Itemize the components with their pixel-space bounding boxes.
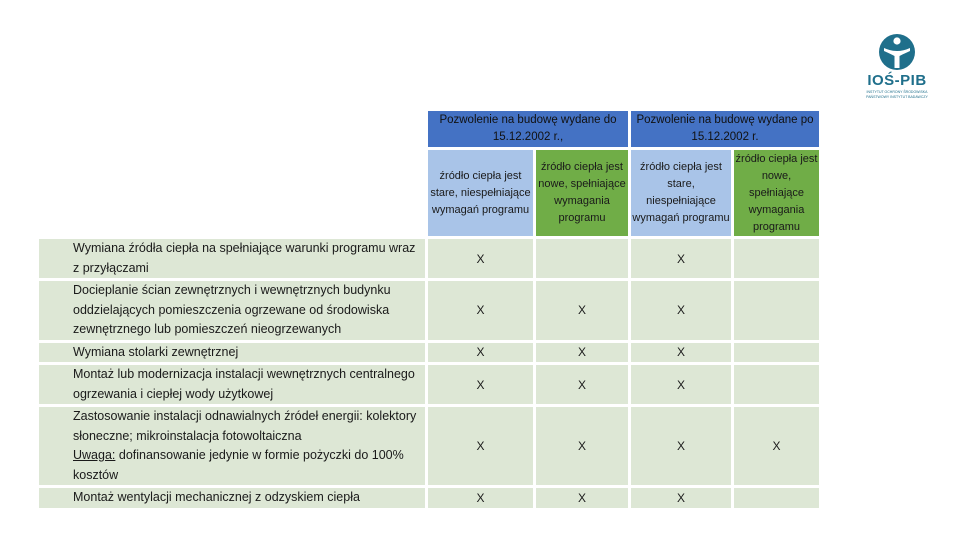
person-globe-icon: [873, 32, 921, 72]
cell-mark: X: [536, 488, 628, 508]
logo-text: IOŚ-PIB: [867, 72, 927, 89]
note-label: Uwaga:: [73, 448, 116, 462]
row-label: Docieplanie ścian zewnętrznych i wewnętrznych budynku oddzielających pomieszczenia ogrzewane od środowiska zewnętrznego lub pomieszczeń nieogrzewanych: [39, 281, 425, 340]
logo-subtitle: INSTYTUT OCHRONY ŚRODOWISKA PAŃSTWOWY INSTYTUT BADAWCZY: [866, 90, 928, 99]
table-row: [39, 239, 819, 278]
group-header-before-2002: Pozwolenie na budowę wydane do 15.12.2002 r.,: [428, 111, 628, 147]
row-label: Wymiana stolarki zewnętrznej: [39, 343, 425, 363]
cell-mark: X: [428, 365, 533, 404]
cell-mark: X: [631, 407, 731, 485]
cell-mark: [734, 281, 819, 340]
cell-mark: X: [428, 488, 533, 508]
ios-pib-logo: [852, 32, 942, 104]
cell-mark: [536, 239, 628, 278]
sub-header-1: źródło ciepła jest stare, niespełniające wymagań programu: [428, 150, 533, 236]
cell-mark: X: [428, 281, 533, 340]
cell-mark: [734, 343, 819, 363]
cell-mark: X: [631, 239, 731, 278]
eligibility-table: [36, 108, 822, 511]
note-text: dofinansowanie jedynie w formie pożyczki do 100% kosztów: [73, 448, 404, 482]
cell-mark: [734, 365, 819, 404]
cell-mark: X: [536, 407, 628, 485]
cell-mark: X: [734, 407, 819, 485]
sub-header-4: źródło ciepła jest nowe, spełniające wymagania programu: [734, 150, 819, 236]
row-label: Wymiana źródła ciepła na spełniające warunki programu wraz z przyłączami: [39, 239, 425, 278]
sub-header-2: źródło ciepła jest nowe, spełniające wymagania programu: [536, 150, 628, 236]
table-row: [39, 281, 819, 340]
row-label: Montaż wentylacji mechanicznej z odzyskiem ciepła: [39, 488, 425, 508]
cell-mark: X: [631, 343, 731, 363]
group-header-after-2002: Pozwolenie na budowę wydane po 15.12.2002 r.: [631, 111, 819, 147]
cell-mark: X: [536, 365, 628, 404]
cell-mark: X: [428, 343, 533, 363]
row-label: Montaż lub modernizacja instalacji wewnętrznych centralnego ogrzewania i ciepłej wody użytkowej: [39, 365, 425, 404]
cell-mark: [734, 488, 819, 508]
table-row: [39, 488, 819, 508]
sub-header-3: źródło ciepła jest stare, niespełniające wymagań programu: [631, 150, 731, 236]
sub-header-row: [39, 150, 819, 236]
cell-mark: X: [631, 365, 731, 404]
cell-mark: [734, 239, 819, 278]
cell-mark: X: [631, 488, 731, 508]
cell-mark: X: [536, 343, 628, 363]
group-header-row: [39, 111, 819, 147]
table-row: [39, 343, 819, 363]
cell-mark: X: [536, 281, 628, 340]
row-label: Zastosowanie instalacji odnawialnych źródeł energii: kolektory słoneczne; mikroinstalacja fotowoltaiczna: [73, 409, 417, 443]
row-label-with-note: [39, 407, 425, 485]
table-row: [39, 365, 819, 404]
cell-mark: X: [428, 407, 533, 485]
cell-mark: X: [428, 239, 533, 278]
table-row: [39, 407, 819, 485]
cell-mark: X: [631, 281, 731, 340]
